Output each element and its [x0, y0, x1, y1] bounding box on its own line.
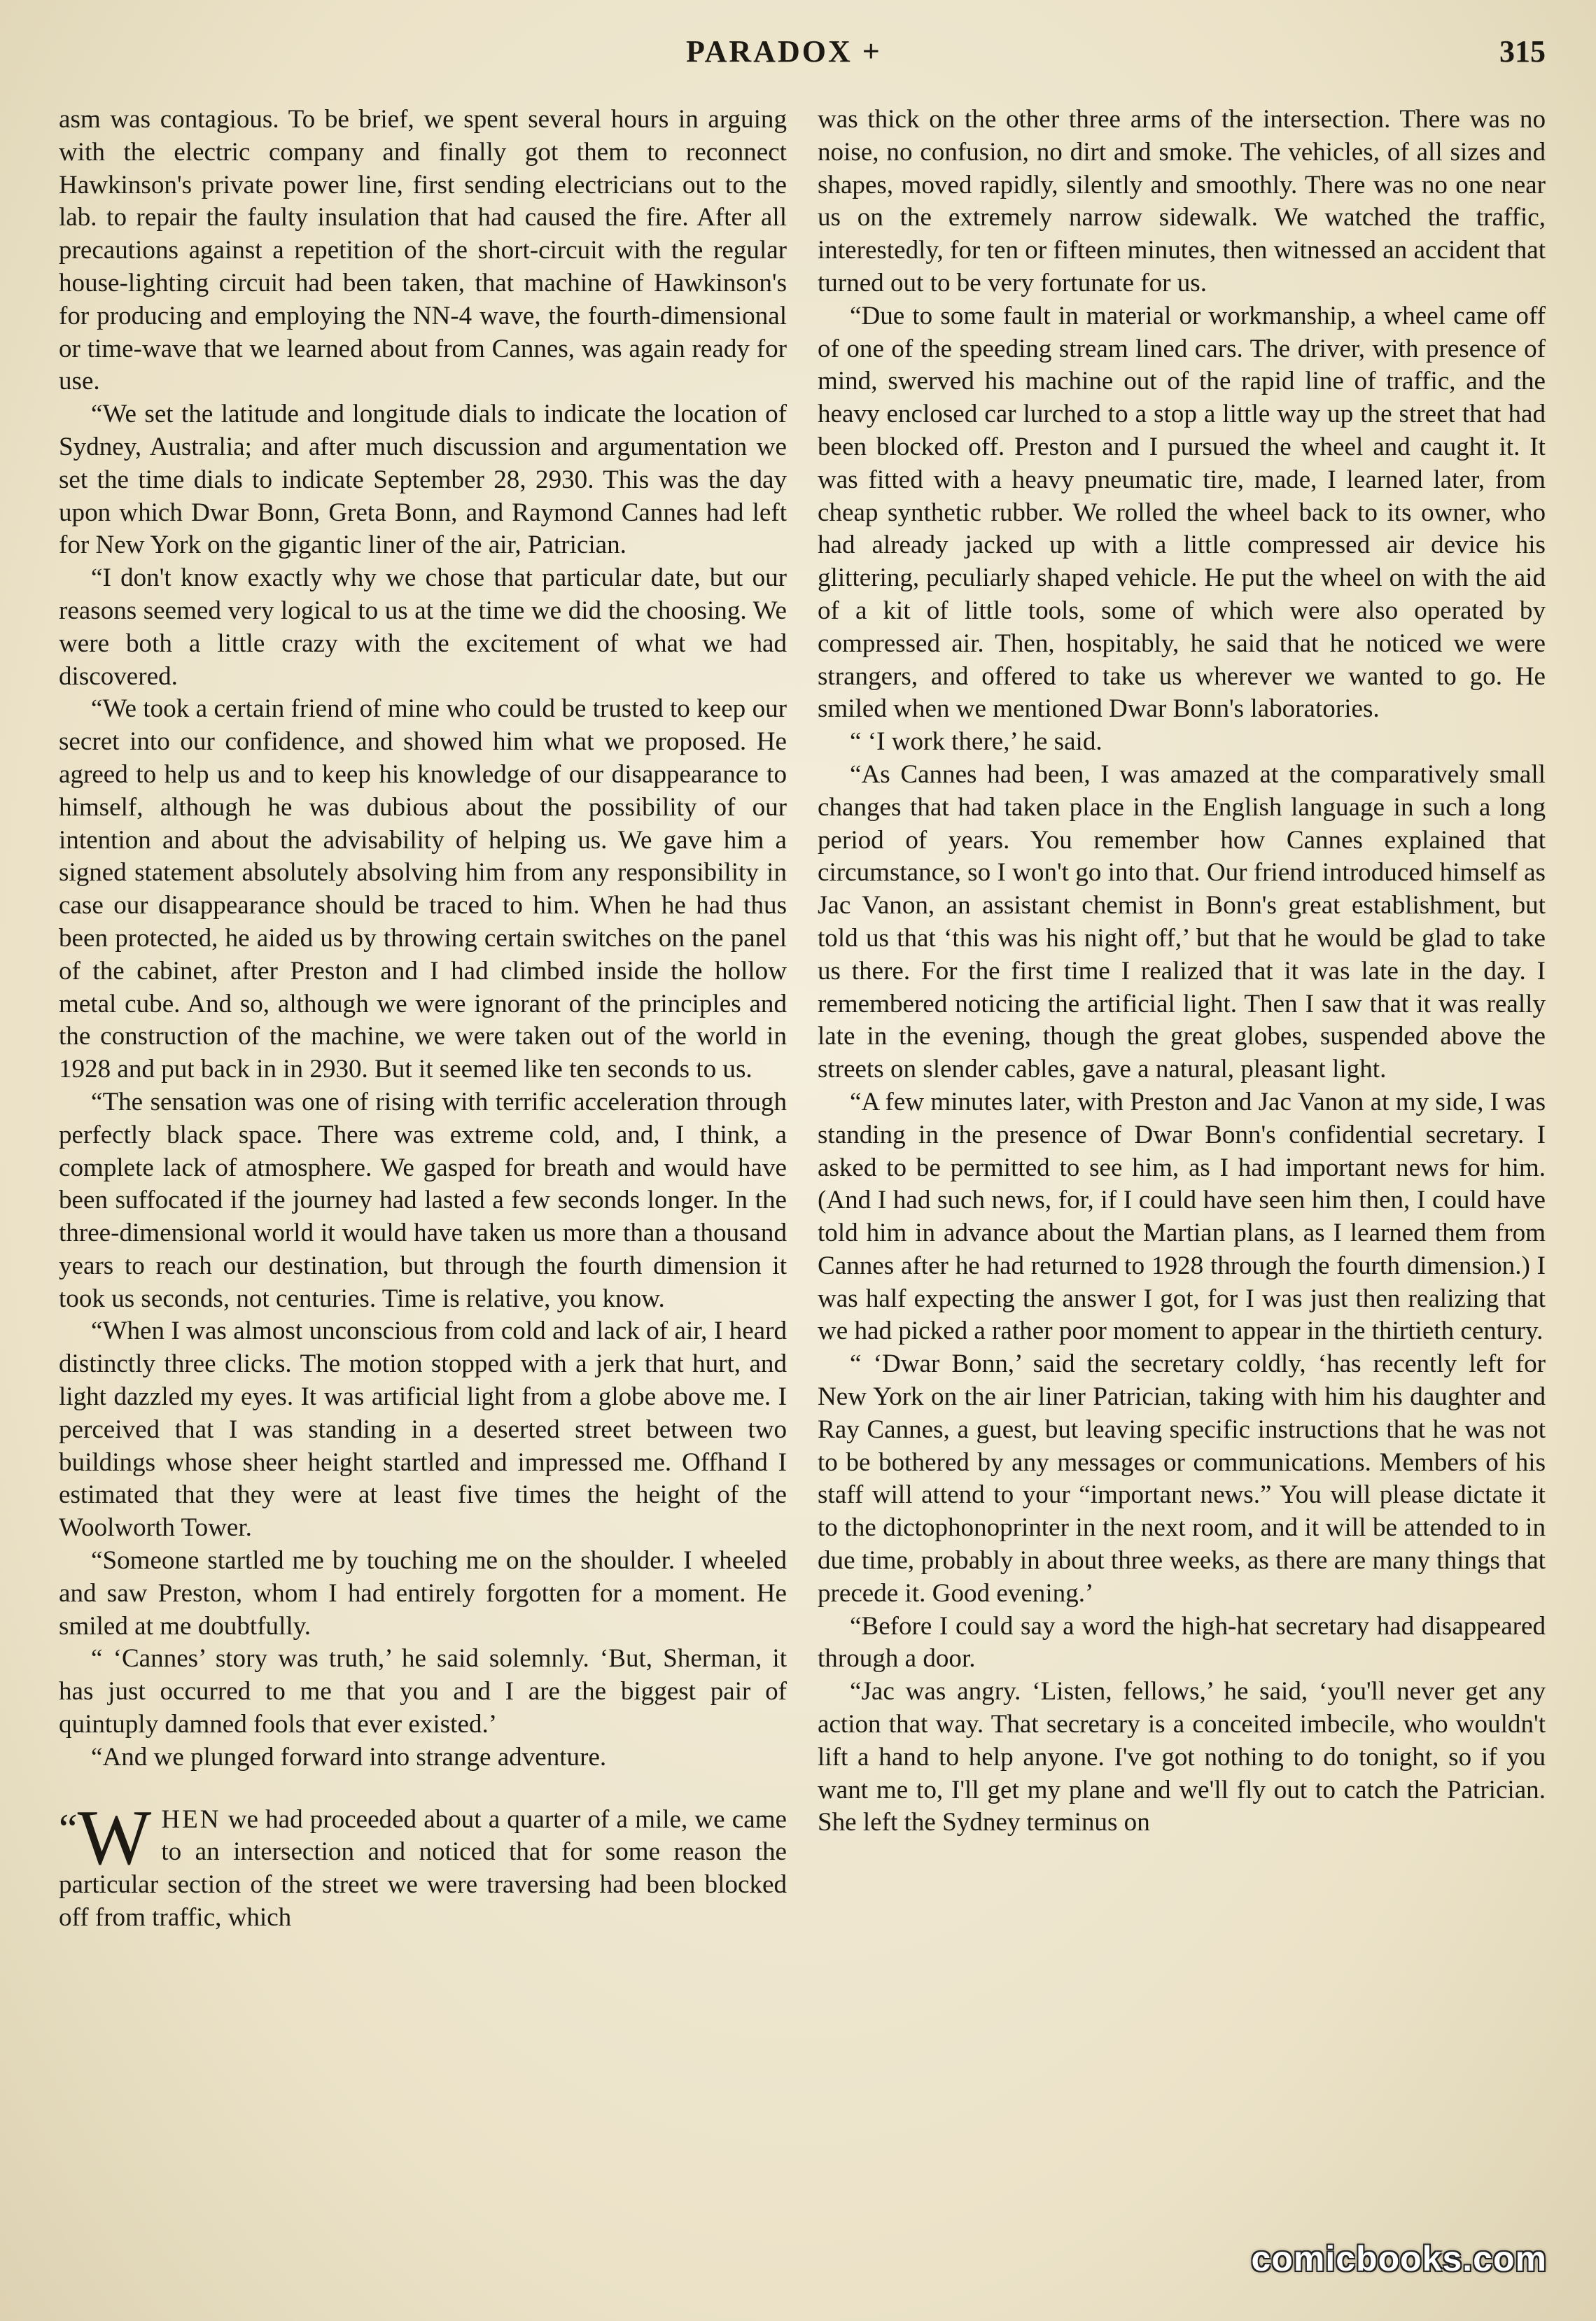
site-watermark: comicbooks.com [1251, 2239, 1547, 2278]
left-column [59, 104, 787, 1935]
right-column [818, 104, 1546, 1839]
paragraph: “Due to some fault in material or workmanship, a wheel came off of one of the speeding stream lined cars. The driver, with presence of mind, swerved his machine out of the rapid line of traffic, and the heavy enclosed car lurched to a stop a little way up the street that had been blocked off. Preston and I pursued the wheel and caught it. It was fitted with a heavy pneumatic tire, made, I learned later, from cheap synthetic rubber. We rolled the wheel back to its owner, who had already jacked up with a little compressed air device his glittering, peculiarly shaped vehicle. He put the wheel on with the aid of a kit of little tools, some of which were also operated by compressed air. Then, hospitably, he said that he noticed we were strangers, and offered to take us wherever we wanted to go. He smiled when we mentioned Dwar Bonn's laboratories. [818, 301, 1546, 724]
paragraph: “We set the latitude and longitude dials to indicate the location of Sydney, Australia; and after much discussion and argumentation we set the time dials to indicate September 28, 2930. This was the day upon which Dwar Bonn, Greta Bonn, and Raymond Cannes had left for New York on the gigantic liner of the air, Patrician. [59, 400, 787, 560]
paragraph: “And we plunged forward into strange adventure. [91, 1742, 607, 1772]
section-start-caps: HEN [161, 1804, 221, 1834]
running-title: PARADOX + [686, 34, 882, 69]
section-start-paragraph [59, 1794, 787, 1935]
section-start-text: we had proceeded about a quarter of a mile, we came to an intersection and noticed that for some reason the particular section of the street we were traversing had been blocked off from traffic, which [59, 1804, 787, 1933]
paragraph: “Before I could say a word the high-hat secretary had disappeared through a door. [818, 1611, 1546, 1674]
paragraph: asm was contagious. To be brief, we spent several hours in arguing with the electric company and finally got them to reconnect Hawkinson's private power line, first sending electricians out to the lab. to repair the faulty insulation that had caused the fire. After all precautions against a repetition of the short-circuit with the regular house-lighting circuit had been taken, that machine of Hawkinson's for producing and employing the NN-4 wave, the fourth-dimensional or time-wave that we learned about from Cannes, was again ready for use. [59, 105, 787, 396]
paragraph: “I don't know exactly why we chose that particular date, but our reasons seemed very logical to us at the time we did the choosing. We were both a little crazy with the excitement of what we had discovered. [59, 563, 787, 691]
paragraph: “When I was almost unconscious from cold and lack of air, I heard distinctly three clicks. The motion stopped with a jerk that hurt, and light dazzled my eyes. It was artificial light from a globe above me. I perceived that I was standing in a deserted street between two buildings whose sheer height startled and impressed me. Offhand I estimated that they were at least five times the height of the Woolworth Tower. [59, 1317, 787, 1543]
paragraph: “ ‘I work there,’ he said. [850, 727, 1102, 757]
paragraph: was thick on the other three arms of the intersection. There was no noise, no confusion, no dirt and smoke. The vehicles, of all sizes and shapes, moved rapidly, silently and smoothly. There was no one near us on the extremely narrow sidewalk. We watched the traffic, interestedly, for ten or fifteen minutes, then witnessed an accident that turned out to be very fortunate for us. [818, 105, 1546, 297]
paragraph: “A few minutes later, with Preston and Jac Vanon at my side, I was standing in the presence of Dwar Bonn's confidential secretary. I asked to be permitted to see him, as I had important news for him. (And I had such news, for, if I could have seen him then, I could have told him in advance about the Martian plans, as I learned them from Cannes after he had returned to 1928 through the fourth dimension.) I was half expecting the answer I got, for I was just then realizing that we had picked a rather poor moment to appear in the thirtieth century. [818, 1087, 1546, 1346]
paragraph: “As Cannes had been, I was amazed at the comparatively small changes that had taken place in the English language in such a long period of years. You remember how Cannes explained that circumstance, so I won't go into that. Our friend introduced himself as Jac Vanon, an assistant chemist in Bonn's great establishment, but told us that ‘this was his night off,’ but that he would be glad to take us there. For the first time I realized that it was late in the day. I remembered noticing the artificial light. Then I saw that it was really late in the evening, though the great globes, suspended above the streets on slender cables, gave a natural, pleasant light. [818, 759, 1546, 1084]
page-header [0, 34, 1596, 83]
page-number: 315 [1499, 34, 1546, 69]
drop-cap-quote: “ [59, 1805, 78, 1852]
paragraph: “We took a certain friend of mine who could be trusted to keep our secret into our confidence, and showed him what we proposed. He agreed to help us and to keep his knowledge of our disappearance to himself, although he was dubious about the possibility of our intention and about the advisability of helping us. We gave him a signed statement absolutely absolving him from any responsibility in case our disappearance should be traced to him. When he had thus been protected, he aided us by throwing certain switches on the panel of the cabinet, after Preston and I had climbed inside the hollow metal cube. And so, although we were ignorant of the principles and the construction of the machine, we were taken out of the world in 1928 and put back in in 2930. But it seemed like ten seconds to us. [59, 694, 787, 1084]
drop-cap-letter: W [77, 1794, 152, 1881]
paragraph: “Jac was angry. ‘Listen, fellows,’ he said, ‘you'll never get any action that way. That secretary is a conceited imbecile, who wouldn't lift a hand to help anyone. I've got nothing to do tonight, so if you want me to, I'll get my plane and we'll fly out to catch the Patrician. She left the Sydney terminus on [818, 1677, 1546, 1837]
drop-cap [59, 1794, 152, 1881]
paragraph: “Someone startled me by touching me on the shoulder. I wheeled and saw Preston, whom I had entirely forgotten for a moment. He smiled at me doubtfully. [59, 1546, 787, 1641]
paragraph: “ ‘Cannes’ story was truth,’ he said solemnly. ‘But, Sherman, it has just occurred to me that you and I are the biggest pair of quintuply damned fools that ever existed.’ [59, 1644, 787, 1739]
paragraph: “ ‘Dwar Bonn,’ said the secretary coldly, ‘has recently left for New York on the air liner Patrician, taking with him his daughter and Ray Cannes, a guest, but leaving specific instructions that he was not to be bothered by any messages or communications. Members of his staff will attend to your “important news.” You will please dictate it to the dictophonoprinter in the next room, and it will be attended to in due time, probably in about three weeks, as there are many things that precede it. Good evening.’ [818, 1349, 1546, 1608]
paragraph: “The sensation was one of rising with terrific acceleration through perfectly black space. There was extreme cold, and, I think, a complete lack of atmosphere. We gasped for breath and would have been suffocated if the journey had lasted a few seconds longer. In the three-dimensional world it would have taken us more than a thousand years to reach our destination, but through the fourth dimension it took us seconds, not centuries. Time is relative, you know. [59, 1087, 787, 1313]
